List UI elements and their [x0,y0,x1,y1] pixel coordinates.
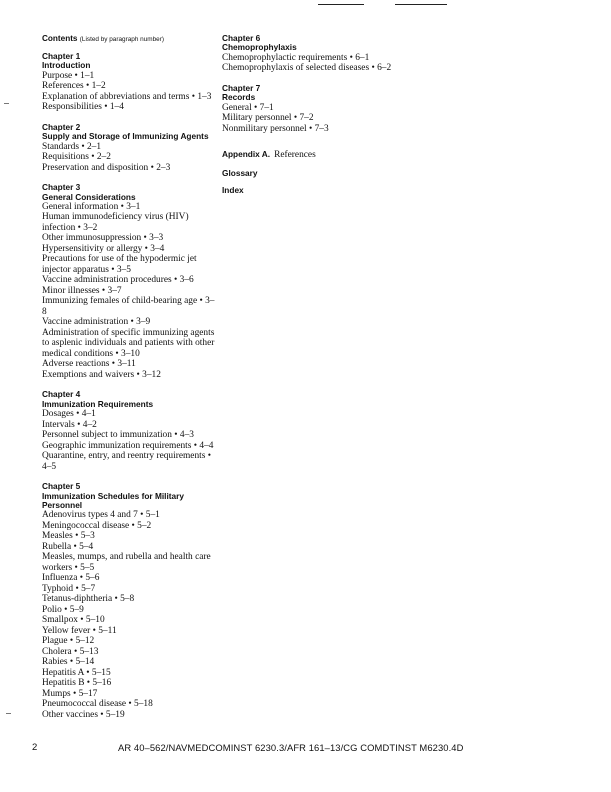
toc-entry: Immunizing females of child-bearing age • 3–8 [42,296,215,317]
toc-entry: General information • 3–1 [42,201,141,212]
toc-entry: Hypersensitivity or allergy • 3–4 [42,243,165,254]
toc-entry: Other vaccines • 5–19 [42,709,125,720]
chapter-title: Immunization Schedules for Military Personnel [42,490,184,511]
chapter-title: Chemoprophylaxis [222,42,297,53]
toc-entry: Adverse reactions • 3–11 [42,359,136,370]
header-rule-right [395,4,447,5]
chapter-block [42,482,217,720]
toc-entry: Vaccine administration • 3–9 [42,317,151,328]
appendix-entry [222,144,397,162]
chapter-block [42,123,217,173]
contents-heading [42,34,217,43]
contents-right-column [222,34,397,195]
contents-title: Contents [42,34,78,43]
toc-entry: Explanation of abbreviations and terms • 1–3 [42,91,212,102]
toc-entry: Quarantine, entry, and reentry requirements • 4–5 [42,451,212,472]
appendix-text: References [274,150,316,161]
left-chapter-list [42,52,217,720]
toc-entry: Military personnel • 7–2 [222,113,314,124]
toc-entry: Administration of specific immunizing agents to asplenic individuals and patients with other medical conditions • 3–10 [42,327,215,359]
toc-entry: Human immunodeficiency virus (HIV) infection • 3–2 [42,212,189,233]
toc-entry: Dosages • 4–1 [42,409,96,420]
toc-entry: Other immunosuppression • 3–3 [42,233,164,244]
toc-entry: Typhoid • 5–7 [42,583,96,594]
contents-note: (Listed by paragraph number) [79,36,164,43]
chapter-block [42,52,217,113]
toc-entry: Chemoprophylactic requirements • 6–1 [222,52,370,63]
toc-entry: Measles, mumps, and rubella and health care workers • 5–5 [42,552,211,573]
toc-entry: Requisitions • 2–2 [42,152,111,163]
page-number: 2 [32,742,38,753]
toc-entry: Tetanus-diphtheria • 5–8 [42,594,135,605]
toc-entry: Cholera • 5–13 [42,646,99,657]
toc-entry: Polio • 5–9 [42,604,84,615]
toc-entry: Plague • 5–12 [42,636,95,647]
toc-entry: Exemptions and waivers • 3–12 [42,369,161,380]
chapter-number: Chapter 7 [222,82,261,93]
chapter-number: Chapter 6 [222,33,261,43]
index-heading: Index [222,184,244,195]
toc-entry: Measles • 5–3 [42,531,95,542]
toc-entry: Smallpox • 5–10 [42,615,105,626]
toc-entry: Personnel subject to immunization • 4–3 [42,430,194,441]
toc-entry: Minor illnesses • 3–7 [42,285,122,296]
contents-left-column [42,34,217,730]
toc-entry: References • 1–2 [42,81,106,92]
glossary-heading: Glossary [222,168,258,179]
chapter-number: Chapter 4 [42,389,81,400]
toc-entry: Intervals • 4–2 [42,419,97,430]
toc-entry: Geographic immunization requirements • 4–4 [42,440,214,451]
header-rule-left [318,4,364,5]
chapter-number: Chapter 5 [42,481,81,492]
chapter-block [222,84,397,134]
chapter-number: Chapter 1 [42,51,81,61]
chapter-title: Immunization Requirements [42,398,154,409]
toc-entry: Meningococcal disease • 5–2 [42,520,152,531]
chapter-number: Chapter 3 [42,182,81,193]
chapter-title: Records [222,92,256,103]
toc-entry: General • 7–1 [222,102,274,113]
chapter-number: Chapter 2 [42,121,81,132]
toc-entry: Responsibilities • 1–4 [42,102,124,113]
toc-entry: Adenovirus types 4 and 7 • 5–1 [42,510,160,521]
toc-entry: Influenza • 5–6 [42,573,100,584]
toc-entry: Vaccine administration procedures • 3–6 [42,275,194,286]
toc-entry: Mumps • 5–17 [42,688,98,699]
toc-entry: Yellow fever • 5–11 [42,625,117,636]
toc-entry: Hepatitis B • 5–16 [42,678,112,689]
toc-entry: Precautions for use of the hypodermic jet injector apparatus • 3–5 [42,254,197,275]
chapter-title: General Considerations [42,191,136,202]
chapter-title: Introduction [42,60,91,71]
chapter-title: Supply and Storage of Immunizing Agents [42,131,209,142]
right-chapter-list [222,34,397,134]
chapter-block [42,390,217,472]
appendix-label: Appendix A. [222,149,271,160]
document-identifier: AR 40–562/NAVMEDCOMINST 6230.3/AFR 161–13/CG COMDTINST M6230.4D [118,742,464,753]
margin-mark-upper [4,103,9,104]
chapter-block [222,34,397,74]
toc-entry: Standards • 2–1 [42,141,102,152]
toc-entry: Hepatitis A • 5–15 [42,667,111,678]
toc-entry: Pneumococcal disease • 5–18 [42,699,153,710]
toc-entry: Rabies • 5–14 [42,657,95,668]
toc-entry: Nonmilitary personnel • 7–3 [222,123,329,134]
toc-entry: Purpose • 1–1 [42,70,95,81]
toc-entry: Chemoprophylaxis of selected diseases • 6–2 [222,63,392,74]
toc-entry: Rubella • 5–4 [42,541,94,552]
chapter-block [42,183,217,380]
toc-entry: Preservation and disposition • 2–3 [42,162,171,173]
margin-mark-lower [6,713,11,714]
